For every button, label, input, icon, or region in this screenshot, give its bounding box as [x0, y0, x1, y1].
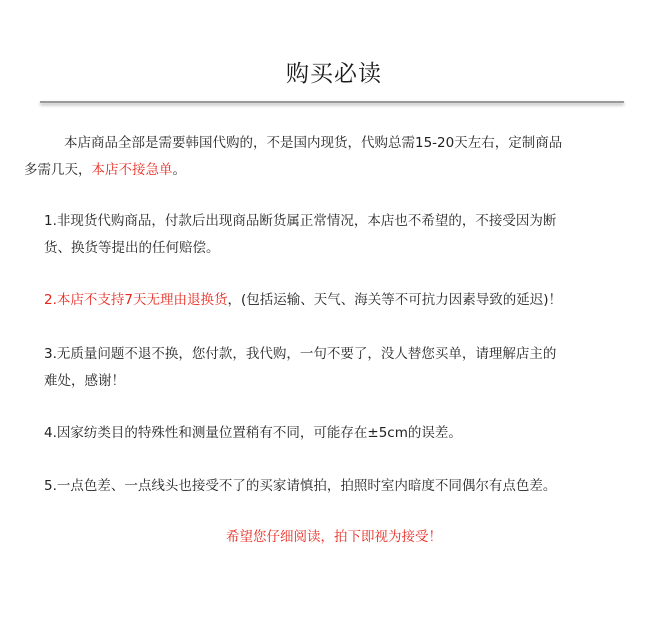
footer-notice: 希望您仔细阅读，拍下即视为接受！ [226, 529, 442, 545]
no-rush-orders-notice: 本店不接急单 [91, 162, 173, 178]
rule-item-4 [44, 420, 634, 447]
rule-item-3 [44, 341, 634, 395]
page-title: 购买必读 [286, 61, 382, 87]
intro-text-line1: 本店商品全部是需要韩国代购的，不是国内现货，代购总需15-20天左右，定制商品 [64, 135, 563, 151]
rule-item-5 [44, 473, 634, 500]
rule-5-line1: 5.一点色差、一点线头也接受不了的买家请慎拍，拍照时室内暗度不同偶尔有点色差。 [44, 478, 557, 494]
title-divider [40, 101, 624, 103]
rule-1-line1: 1.非现货代购商品，付款后出现商品断货属正常情况，本店也不希望的，不接受因为断 [44, 213, 557, 229]
intro-paragraph [24, 130, 634, 184]
rule-item-1 [44, 208, 634, 262]
intro-text-end: 。 [172, 162, 186, 178]
intro-line2 [24, 157, 186, 184]
rule-3-line1: 3.无质量问题不退不换，您付款，我代购，一句不要了，没人替您买单，请理解店主的 [44, 346, 557, 362]
rule-2-prefix: 2. [44, 292, 57, 308]
rule-item-2 [44, 287, 634, 314]
rule-3-line2: 难处，感谢！ [44, 373, 125, 389]
no-returns-notice: 本店不支持7天无理由退换货 [56, 292, 228, 308]
rule-4-line1: 4.因家纺类目的特殊性和测量位置稍有不同，可能存在±5cm的误差。 [44, 425, 462, 441]
intro-text-line2: 多需几天， [24, 162, 92, 178]
rule-1-line2: 货、换货等提出的任何赔偿。 [44, 240, 220, 256]
rule-2-rest: ，(包括运输、天气、海关等不可抗力因素导致的延迟)！ [227, 292, 563, 308]
